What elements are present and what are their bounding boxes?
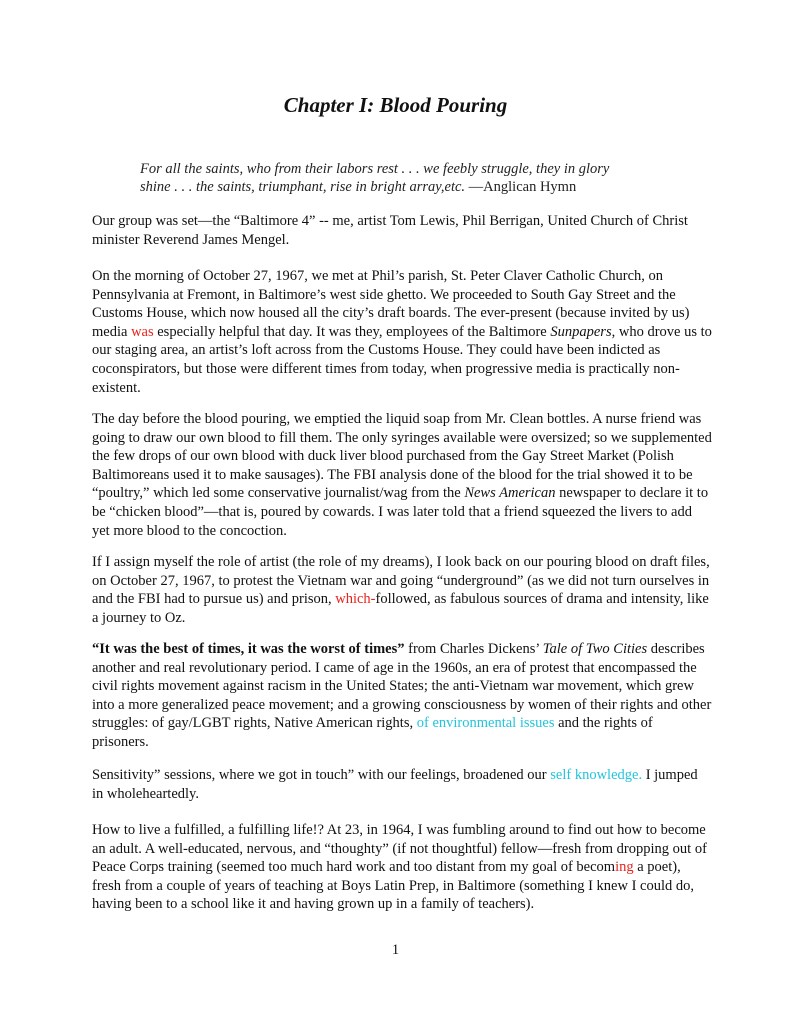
paragraph-1 [92, 212, 712, 249]
chapter-title: Chapter I: Blood Pouring [283, 93, 508, 117]
epigraph-quote-line-1: For all the saints, who from their labors rest . . . we feebly struggle, they in glory [140, 161, 610, 177]
paragraph-2-text-a: On the morning of October 27, 1967, we met at Phil’s parish, St. Peter Claver Catholic Church, on Pennsylvania at Fremont, in Baltimore’s west side ghetto. We proceeded to South Gay Street and the Customs House, which now housed all the city’s draft boards. The ever-present (because invited by us) media [92, 268, 690, 340]
paragraph-5-text-a: from Charles Dickens’ [404, 641, 543, 657]
paragraph-7 [92, 821, 712, 914]
paragraph-6-cyan-edit: self knowledge. [550, 767, 643, 783]
page-number: 1 [391, 942, 400, 958]
paragraph-2-red-edit: was [131, 323, 154, 340]
paragraph-2 [92, 267, 712, 397]
paragraph-5-text-b: describes another and real revolutionary period. I came of age in the 1960s, an era of protest that encompassed the civil rights movement against racism in the United States; the anti-Vietnam war movement, which grew into a more generalized peace movement; and a growing consciousness by women of their rights and other struggles: of gay/LGBT rights, Native American rights, [92, 641, 712, 732]
paragraph-4-text-b: followed, as fabulous sources of drama and intensity, like a journey to Oz. [92, 591, 709, 626]
paragraph-1-text: Our group was set—the “Baltimore 4” -- me, artist Tom Lewis, Phil Berrigan, United Church of Christ minister Reverend James Mengel. [92, 213, 688, 248]
epigraph-attribution: —Anglican Hymn [465, 179, 577, 195]
paragraph-2-text-b: especially helpful that day. It was they, employees of the Baltimore [153, 323, 551, 340]
paragraph-7-text-a: How to live a fulfilled, a fulfilling life!? At 23, in 1964, I was fumbling around to find out how to become an adult. A well-educated, nervous, and “thoughty” (if not thoughtful) fellow—fresh from dropping out of Peace Corps training (seemed too much hard work and too distant from my goal of becom [92, 822, 707, 876]
paragraph-5 [92, 640, 712, 752]
epigraph-quote-line-2: shine . . . the saints, triumphant, rise in bright array,etc. [140, 179, 466, 195]
paragraph-3-text-a: The day before the blood pouring, we emptied the liquid soap from Mr. Clean bottles. A nurse friend was going to draw our own blood to fill them. The only syringes available were oversized; so we supplemented the few drops of our own blood with duck liver blood purchased from the Gay Street Market (Polish Baltimoreans used it to make sausages). The FBI analysis done of the blood for the trial showed it to be “poultry,” which led some conservative journalist/wag from the [92, 411, 712, 502]
paragraph-3 [92, 410, 712, 540]
paragraph-7-red-edit: ing [615, 859, 634, 876]
paragraph-4-text-a: If I assign myself the role of artist (the role of my dreams), I look back on our pouring blood on draft files, on October 27, 1967, to protest the Vietnam war and going “underground” (as we did not turn ourselves in and the FBI had to pursue us) and prison, [92, 554, 710, 608]
paragraph-5-text-c: and the rights of prisoners. [92, 715, 653, 750]
paragraph-3-italic-name: News American [464, 485, 556, 502]
paragraph-5-cyan-edit: of environmental issues [416, 715, 555, 732]
paragraph-6-text-b: I jumped in wholeheartedly. [92, 767, 698, 802]
paragraph-2-text-c: , who drove us to our staging area, an artist’s loft across from the Customs House. They could have been indicted as coconspirators, but those were different times from today, when progressive media is practically non-existent. [92, 323, 712, 396]
epigraph [140, 160, 680, 196]
paragraph-2-italic-name: Sunpapers [550, 323, 612, 340]
paragraph-4-red-edit: which- [335, 591, 376, 608]
paragraph-6-text-a: Sensitivity” sessions, where we got in touch” with our feelings, broadened our [92, 767, 551, 783]
paragraph-5-italic-title: Tale of Two Cities [542, 641, 648, 657]
paragraph-4 [92, 553, 712, 627]
paragraph-6 [92, 766, 712, 803]
paragraph-3-text-b: newspaper to declare it to be “chicken blood”—that is, poured by cowards. I was later told that a friend squeezed the livers to add yet more blood to the concoction. [92, 485, 709, 539]
paragraph-7-text-b: a poet), fresh from a couple of years of teaching at Boys Latin Prep, in Baltimore (something I knew I could do, having been to a school like it and having grown up in a family of teachers). [92, 859, 694, 913]
paragraph-5-bold-quote: “It was the best of times, it was the worst of times” [92, 641, 405, 657]
